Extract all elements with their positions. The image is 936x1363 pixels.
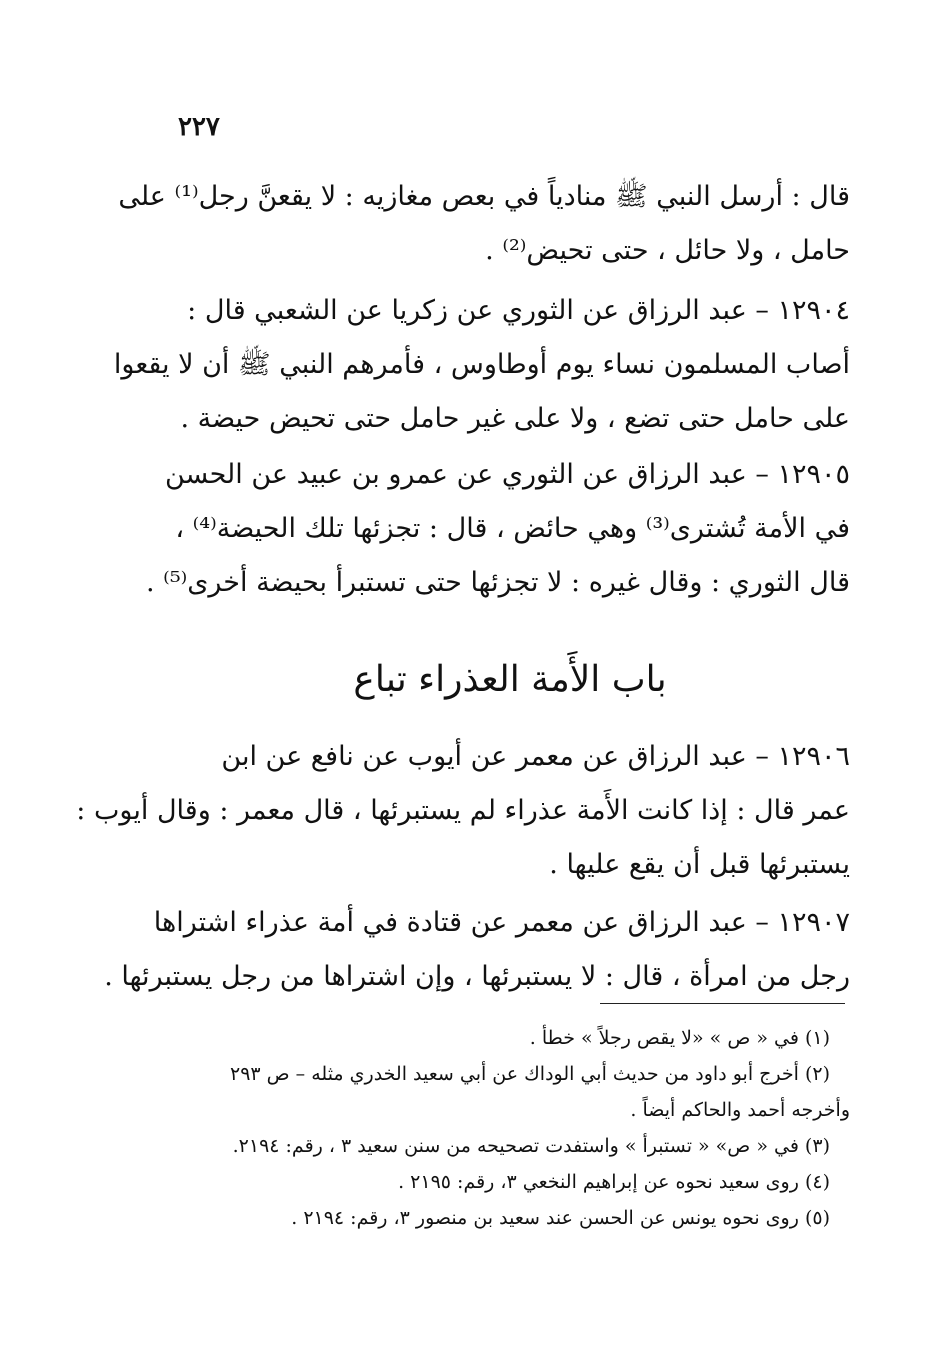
text-line: قال : أرسل النبي ﷺ منادياً في بعص مغازيه : لا يقعنَّ رجل⁽¹⁾ على xyxy=(118,181,850,212)
text-line: أصاب المسلمون نساء يوم أوطاوس ، فأمرهم النبي ﷺ أن لا يقعوا xyxy=(113,349,850,380)
paragraph-continuation xyxy=(118,170,850,278)
chapter-title: باب الأَمة العذراء تباع xyxy=(353,659,667,700)
text-line: حامل ، ولا حائل ، حتى تحيض⁽²⁾ . xyxy=(485,235,850,266)
footnote-1: (١) في « ص » «لا يقص رجلاً » خطأ . xyxy=(529,1027,830,1049)
hadith-12905 xyxy=(146,448,850,610)
hadith-12904 xyxy=(113,284,850,446)
text-line: في الأمة تُشترى⁽³⁾ وهي حائض ، قال : تجزئها تلك الحيضة⁽⁴⁾ ، xyxy=(175,513,850,544)
text-line: رجل من امرأة ، قال : لا يستبرئها ، وإن اشتراها من رجل يستبرئها . xyxy=(104,961,850,992)
footnote-5: (٥) روى نحوه يونس عن الحسن عند سعيد بن منصور ٣، رقم: ٢١٩٤ . xyxy=(291,1207,830,1229)
hadith-12907 xyxy=(104,896,850,1004)
text-line: يستبرئها قبل أن يقع عليها . xyxy=(549,849,850,880)
footnote-3: (٣) في « ص» « تستبرأ » واستفدت تصحيحه من سنن سعيد ٣ ، رقم: ٢١٩٤. xyxy=(232,1135,830,1157)
footnote-2-continuation: وأخرجه أحمد والحاكم أيضاً . xyxy=(630,1099,850,1121)
text-line: قال الثوري : وقال غيره : لا تجزئها حتى تستبرأ بحيضة أخرى⁽⁵⁾ . xyxy=(146,567,850,598)
text-line: على حامل حتى تضع ، ولا على غير حامل حتى تحيض حيضة . xyxy=(180,403,850,434)
text-line: عمر قال : إذا كانت الأَمة عذراء لم يستبرئها ، قال معمر : وقال أيوب : xyxy=(76,795,850,826)
page-number: ٢٢٧ xyxy=(178,112,220,142)
text-line: ١٢٩٠٥ – عبد الرزاق عن الثوري عن عمرو بن عبيد عن الحسن xyxy=(164,459,850,490)
hadith-12906 xyxy=(76,730,850,892)
text-line: ١٢٩٠٦ – عبد الرزاق عن معمر عن أيوب عن نافع عن ابن xyxy=(221,741,850,772)
text-line: ١٢٩٠٤ – عبد الرزاق عن الثوري عن زكريا عن الشعبي قال : xyxy=(187,295,850,326)
footnote-4: (٤) روى سعيد نحوه عن إبراهيم النخعي ٣، رقم: ٢١٩٥ . xyxy=(398,1171,830,1193)
footnotes xyxy=(170,1020,850,1236)
text-line: ١٢٩٠٧ – عبد الرزاق عن معمر عن قتادة في أمة عذراء اشتراها xyxy=(153,907,850,938)
footnote-2: (٢) أخرج أبو داود من حديث أبي الوداك عن أبي سعيد الخدري مثله – ص ٢٩٣ xyxy=(230,1063,830,1085)
footnote-divider xyxy=(600,1003,845,1004)
